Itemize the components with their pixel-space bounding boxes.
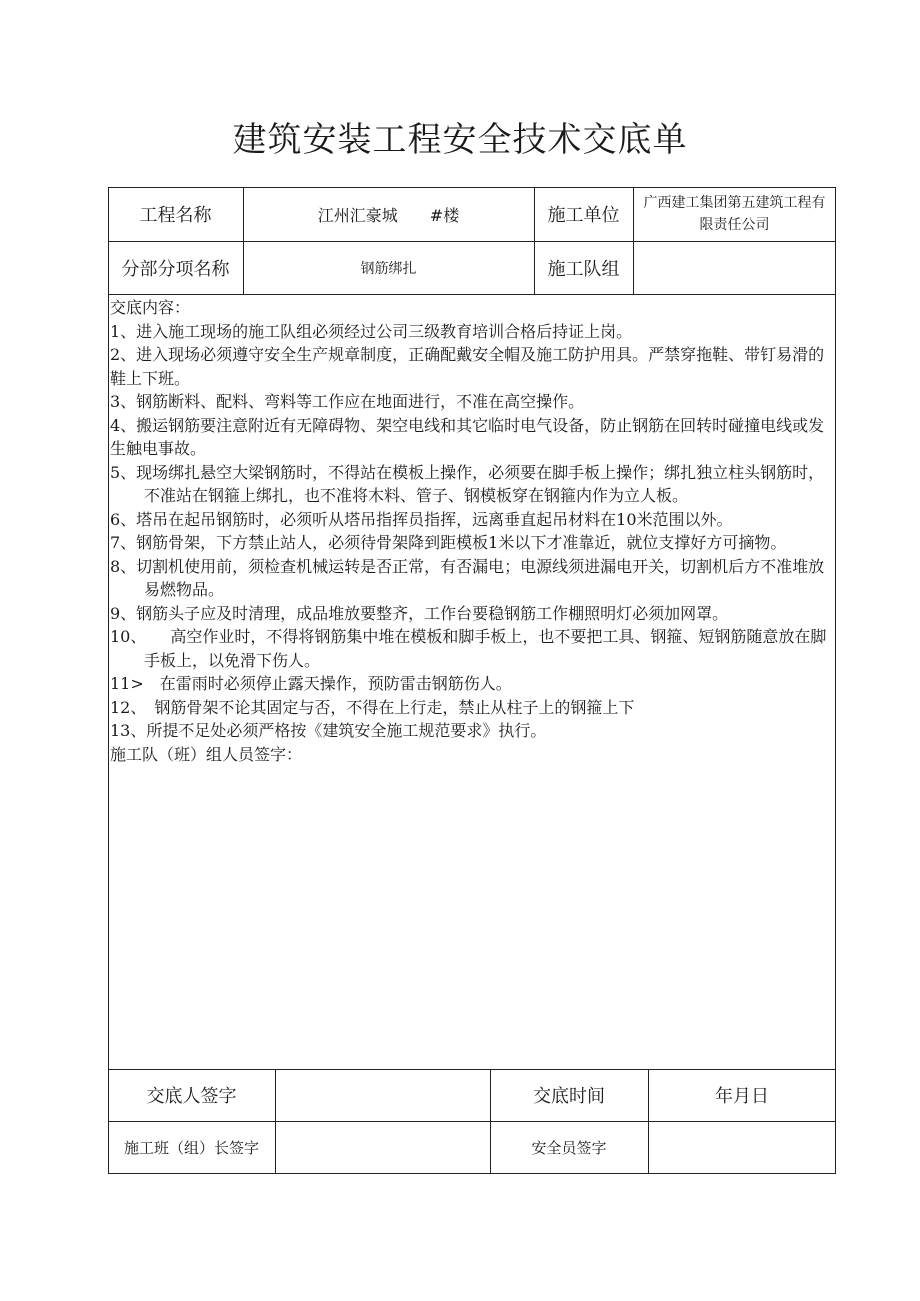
content-item: 11> 在雷雨时必须停止露天操作，预防雷击钢筋伤人。 xyxy=(110,674,512,693)
team-sign-area[interactable] xyxy=(110,766,834,966)
construction-unit-value[interactable]: 广西建工集团第五建筑工程有限责任公司 xyxy=(643,195,826,233)
row-divider xyxy=(108,294,836,295)
sub-item-label: 分部分项名称 xyxy=(121,258,230,280)
project-name-label: 工程名称 xyxy=(139,205,212,226)
document-title: 建筑安装工程安全技术交底单 xyxy=(232,120,688,160)
content-item: 1、进入施工现场的施工队组必须经过公司三级教育培训合格后持证上岗。 xyxy=(110,321,633,341)
project-name-value[interactable]: 江州汇豪城 #楼 xyxy=(317,205,460,225)
content-item: 12、 钢筋骨架不论其固定与否，不得在上行走，禁止从柱子上的钢箍上下 xyxy=(110,697,635,717)
leader-sign-value[interactable] xyxy=(275,1121,490,1174)
content-item: 5、现场绑扎悬空大梁钢筋时，不得站在模板上操作，必须要在脚手板上操作；绑扎独立柱头钢筋时，不准站在钢箍上绑扎，也不准将木料、管子、钢模板穿在钢箍内作为立人板。 xyxy=(110,462,825,505)
content-item: 10、 高空作业时，不得将钢筋集中堆在模板和脚手板上，也不要把工具、钢箍、短钢筋随意放在脚手板上，以免滑下伤人。 xyxy=(110,627,827,670)
content-item: 6、塔吊在起吊钢筋时，必须听从塔吊指挥员指挥，远离垂直起吊材料在10米范围以外。 xyxy=(110,509,733,529)
construction-unit-label: 施工单位 xyxy=(547,205,620,226)
content-item: 3、钢筋断料、配料、弯料等工作应在地面进行，不准在高空操作。 xyxy=(110,392,585,411)
leader-sign-label: 施工班（组）长签字 xyxy=(123,1139,259,1157)
disclose-time-label: 交底时间 xyxy=(533,1086,605,1107)
team-label: 施工队组 xyxy=(547,258,620,280)
team-sign-label: 施工队（班）组人员签字： xyxy=(110,744,303,764)
content-item: 9、钢筋头子应及时清理，成品堆放要整齐，工作台要稳钢筋工作棚照明灯必须加网罩。 xyxy=(110,603,729,623)
discloser-sign-value[interactable] xyxy=(275,1069,490,1121)
content-item: 2、进入现场必须遵守安全生产规章制度，正确配戴安全帽及施工防护用具。严禁穿拖鞋、带钉易滑的鞋上下班。 xyxy=(110,345,825,388)
content-item: 4、搬运钢筋要注意附近有无障碍物、架空电线和其它临时电气设备，防止钢筋在回转时碰撞电线或发生触电事故。 xyxy=(110,415,825,458)
content-item: 13、所提不足处必须严格按《建筑安全施工规范要求》执行。 xyxy=(110,721,547,740)
disclose-time-value[interactable]: 年月日 xyxy=(715,1086,769,1107)
content-item: 7、钢筋骨架，下方禁止站人，必须待骨架降到距模板1米以下才准靠近，就位支撑好方可摘物。 xyxy=(110,533,787,552)
content-item: 8、切割机使用前，须检查机械运转是否正常，有否漏电；电源线须进漏电开关，切割机后方不准堆放易燃物品。 xyxy=(110,556,825,599)
safety-officer-label: 安全员签字 xyxy=(531,1139,607,1157)
team-value[interactable] xyxy=(633,241,836,294)
disclosure-content xyxy=(110,296,834,966)
sub-item-value[interactable]: 钢筋绑扎 xyxy=(360,260,417,277)
content-heading: 交底内容： xyxy=(110,298,191,317)
safety-officer-value[interactable] xyxy=(648,1121,836,1174)
discloser-sign-label: 交底人签字 xyxy=(146,1086,237,1107)
